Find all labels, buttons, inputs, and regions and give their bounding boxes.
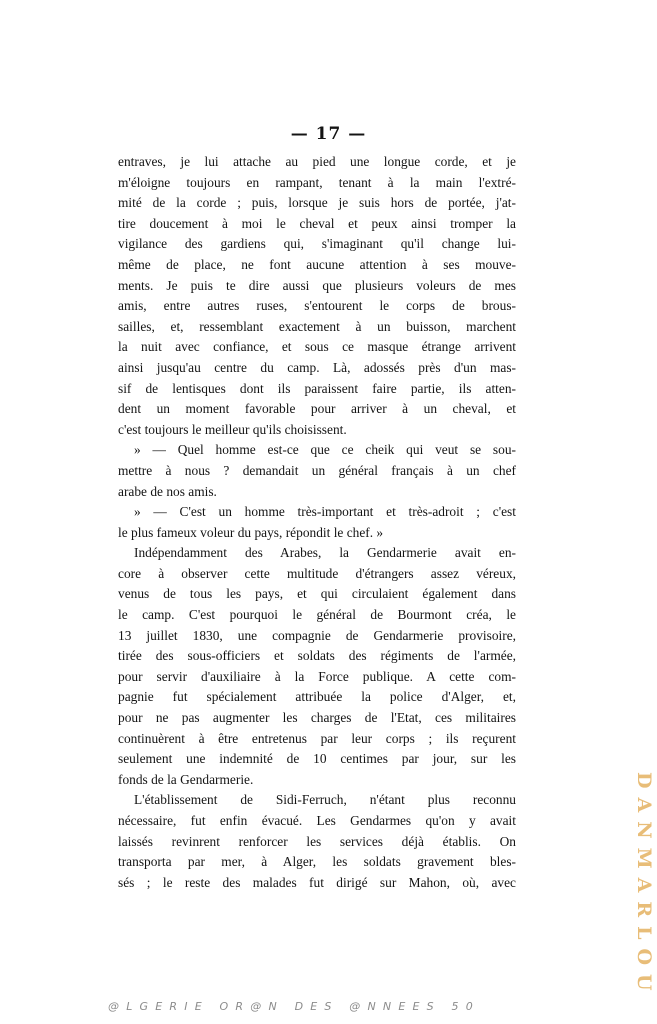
paragraph [118, 440, 516, 502]
text-line: le plus fameux voleur du pays, répondit le chef. » [118, 524, 384, 540]
text-line: m'éloigne toujours en rampant, tenant à la main l'extré- [118, 174, 516, 190]
text-line: transporta par mer, à Alger, les soldats gravement bles- [118, 854, 516, 870]
paragraph [118, 790, 516, 893]
text-line: amis, entre autres ruses, s'entourent le corps de brous- [118, 298, 516, 314]
text-line: laissés revinrent renforcer les services déjà établis. On [118, 833, 516, 849]
text-line: » — Quel homme est-ce que ce cheik qui veut se sou- [134, 442, 516, 458]
text-line: dent un moment favorable pour arriver à un cheval, et [118, 401, 516, 417]
footer-watermark: @LGERIE OR@N DES @NNEES 50 [108, 1000, 480, 1013]
text-line: le camp. C'est pourquoi le général de Bourmont créa, le [118, 607, 516, 623]
text-line: la nuit avec confiance, et sous ce masque étrange arrivent [118, 339, 516, 355]
body-text [118, 152, 516, 893]
paragraph [118, 502, 516, 543]
text-line: même de place, ne font aucune attention à ses mouve- [118, 256, 516, 272]
text-line: ments. Je puis te dire aussi que plusieurs voleurs de mes [118, 277, 516, 293]
text-line: Indépendamment des Arabes, la Gendarmerie avait en- [134, 545, 516, 561]
text-line: core à observer cette multitude d'étrangers assez véreux, [118, 565, 516, 581]
text-line: » — C'est un homme très-important et très-adroit ; c'est [134, 504, 516, 520]
text-line: mité de la corde ; puis, lorsque je suis hors de portée, j'at- [118, 195, 516, 211]
text-line: fonds de la Gendarmerie. [118, 771, 254, 787]
text-line: ainsi jusqu'au centre du camp. Là, adossés près d'un mas- [118, 359, 516, 375]
text-line: tirée des sous-officiers et soldats des régiments de l'armée, [118, 648, 516, 664]
text-line: sailles, et, ressemblant exactement à un buisson, marchent [118, 318, 516, 334]
text-line: tire doucement à moi le cheval et peux ainsi tromper la [118, 215, 516, 231]
paragraph [118, 543, 516, 790]
text-line: pour ne pas augmenter les charges de l'Etat, ces militaires [118, 710, 516, 726]
text-line: mettre à nous ? demandait un général français à un chef [118, 462, 516, 478]
text-line: vigilance des gardiens qui, s'imaginant qu'il change lui- [118, 236, 516, 252]
text-line: L'établissement de Sidi-Ferruch, n'étant plus reconnu [134, 792, 516, 808]
text-line: seulement une indemnité de 10 centimes par jour, sur les [118, 751, 516, 767]
text-line: pagnie fut spécialement attribuée la police d'Alger, et, [118, 689, 516, 705]
text-line: c'est toujours le meilleur qu'ils choisissent. [118, 421, 347, 437]
text-line: sés ; le reste des malades fut dirigé sur Mahon, où, avec [118, 874, 516, 890]
text-line: continuèrent à être entretenus par leur corps ; ils reçurent [118, 730, 516, 746]
paragraph [118, 152, 516, 440]
text-line: nécessaire, fut enfin évacué. Les Gendarmes qu'on y avait [118, 813, 516, 828]
side-stamp: DANMARLOU [633, 772, 655, 1000]
text-line: 13 juillet 1830, une compagnie de Gendarmerie provisoire, [118, 627, 516, 643]
text-line: venus de tous les pays, et qui circulaient également dans [118, 586, 516, 602]
text-line: pour servir d'auxiliaire à la Force publique. A cette com- [118, 668, 516, 684]
text-line: arabe de nos amis. [118, 483, 217, 499]
page-number: — 17 — [290, 124, 367, 144]
text-line: sif de lentisques dont ils paraissent faire partie, ils atten- [118, 380, 516, 396]
text-line: entraves, je lui attache au pied une longue corde, et je [118, 154, 516, 169]
